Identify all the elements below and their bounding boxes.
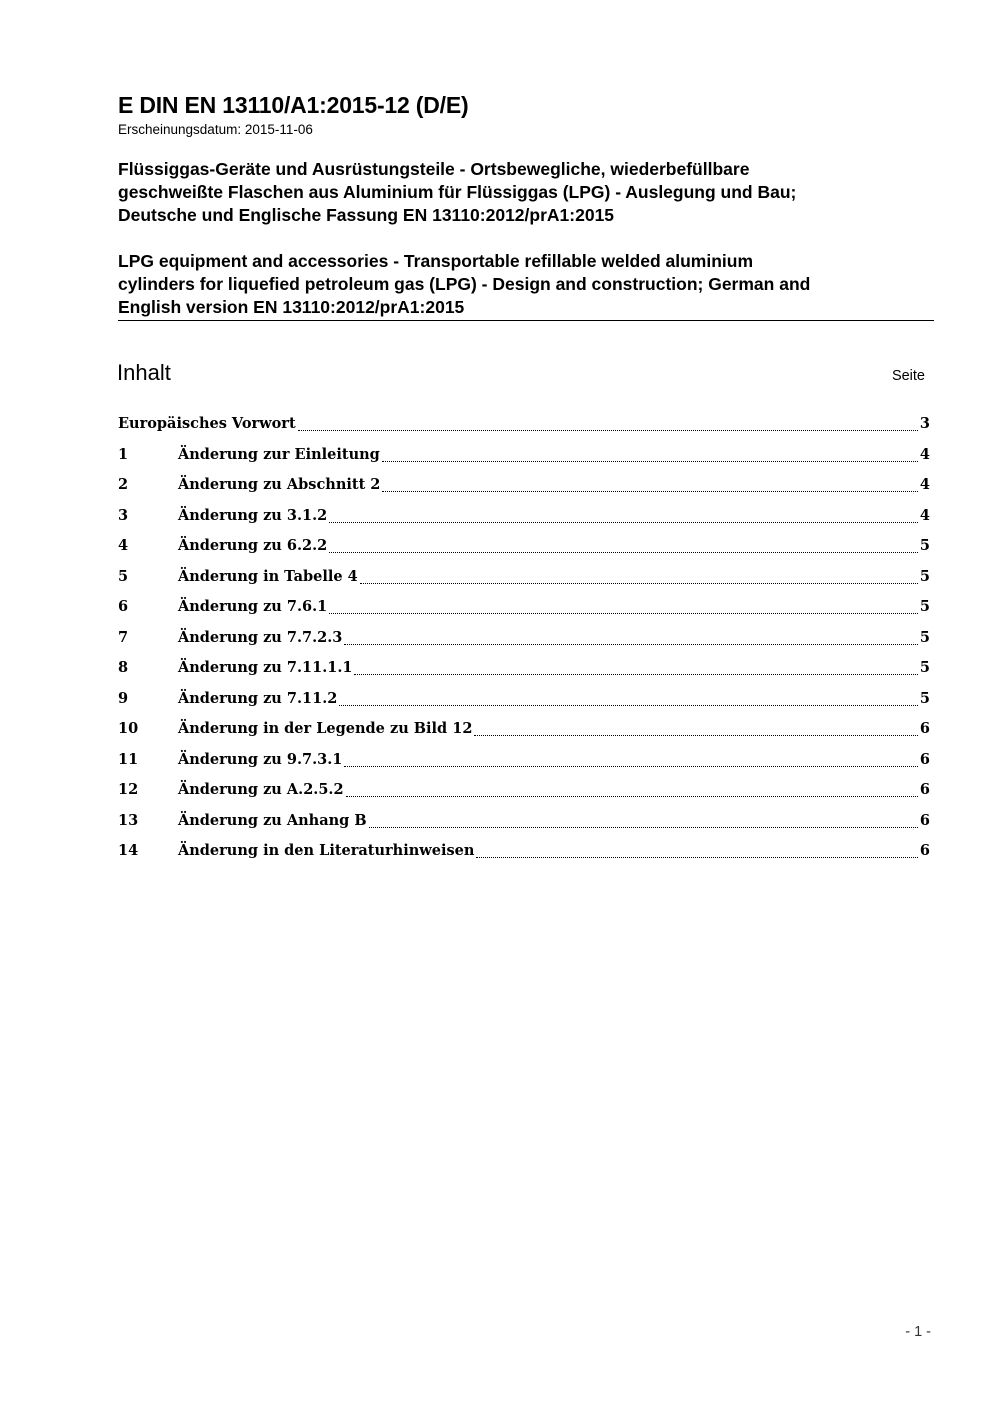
toc-dot-leader — [474, 735, 917, 736]
toc-dot-leader — [344, 766, 918, 767]
toc-entry-title: Änderung zu 6.2.2 — [178, 537, 328, 554]
toc-entry-page: 4 — [919, 506, 930, 524]
toc-dot-leader — [354, 674, 917, 675]
toc-dot-leader — [329, 552, 918, 553]
toc-entry[interactable] — [118, 659, 930, 690]
toc-entry-title: Änderung in der Legende zu Bild 12 — [178, 720, 473, 737]
toc-entry-number: 12 — [118, 781, 139, 798]
toc-entry-page: 4 — [919, 445, 930, 463]
toc-entry-title: Änderung zu 7.11.2 — [178, 689, 338, 707]
publication-date: Erscheinungsdatum: 2015-11-06 — [118, 122, 313, 137]
title-german-line: Flüssiggas-Geräte und Ausrüstungsteile - Ortsbewegliche, wiederbefüllbare — [118, 159, 750, 179]
toc-dot-leader — [382, 491, 918, 492]
title-english-line: English version EN 13110:2012/prA1:2015 — [118, 297, 465, 317]
toc-entry-title: Europäisches Vorwort — [118, 415, 296, 432]
toc-entry-title: Änderung zu A.2.5.2 — [178, 781, 344, 798]
toc-entry-title: Änderung zur Einleitung — [178, 445, 380, 463]
toc-entry[interactable] — [118, 842, 930, 873]
title-german — [118, 158, 934, 227]
toc-entry-number: 11 — [118, 750, 139, 768]
toc-page-column-label: Seite — [891, 368, 925, 384]
toc-entry-page: 5 — [919, 567, 930, 585]
title-english-line: LPG equipment and accessories - Transportable refillable welded aluminium — [118, 251, 754, 271]
title-english-line: cylinders for liquefied petroleum gas (LPG) - Design and construction; German and — [118, 274, 811, 294]
toc-entry[interactable] — [118, 415, 930, 446]
toc-entry-number: 8 — [118, 659, 129, 676]
toc-entry-page: 6 — [919, 720, 930, 737]
toc-entry-page: 5 — [919, 537, 930, 554]
toc-entry-page: 6 — [919, 750, 930, 768]
toc-dot-leader — [298, 430, 918, 431]
toc-dot-leader — [339, 705, 918, 706]
toc-dot-leader — [360, 583, 918, 584]
toc-entry-title: Änderung in den Literaturhinweisen — [178, 842, 475, 859]
toc-dot-leader — [329, 522, 918, 523]
toc-dot-leader — [344, 644, 918, 645]
toc-entry-number: 6 — [118, 598, 129, 615]
toc-entry-title: Änderung zu Anhang B — [178, 811, 367, 829]
toc-entry[interactable] — [118, 812, 930, 843]
toc-entry-page: 3 — [919, 415, 930, 432]
toc-entry-number: 2 — [118, 476, 129, 493]
toc-entry-title: Änderung zu Abschnitt 2 — [178, 476, 381, 493]
toc-entry-page: 6 — [919, 842, 930, 859]
toc-entry-number: 3 — [118, 506, 129, 524]
toc-entry-number: 7 — [118, 628, 129, 646]
toc-entry-page: 6 — [919, 811, 930, 829]
document-title: E DIN EN 13110/A1:2015-12 (D/E) — [118, 92, 469, 118]
toc-entry[interactable] — [118, 568, 930, 599]
toc-entry[interactable] — [118, 751, 930, 782]
toc-entry[interactable] — [118, 720, 930, 751]
toc-dot-leader — [382, 461, 918, 462]
toc-entry[interactable] — [118, 598, 930, 629]
table-of-contents — [118, 415, 930, 873]
toc-entry[interactable] — [118, 629, 930, 660]
toc-entry-page: 5 — [919, 628, 930, 646]
toc-dot-leader — [346, 796, 918, 797]
toc-entry-title: Änderung zu 3.1.2 — [178, 506, 328, 524]
toc-dot-leader — [329, 613, 918, 614]
toc-entry-title: Änderung zu 7.6.1 — [178, 598, 328, 615]
toc-entry-number: 1 — [118, 445, 129, 463]
toc-entry-number: 9 — [118, 689, 129, 707]
toc-entry-title: Änderung in Tabelle 4 — [178, 567, 358, 585]
toc-entry[interactable] — [118, 537, 930, 568]
toc-entry-page: 5 — [919, 659, 930, 676]
toc-entry-page: 5 — [919, 598, 930, 615]
toc-entry-title: Änderung zu 7.7.2.3 — [178, 628, 343, 646]
toc-entry-number: 13 — [118, 811, 139, 829]
page-number: - 1 - — [905, 1324, 931, 1340]
toc-entry-number: 5 — [118, 567, 129, 585]
title-english — [118, 250, 934, 319]
title-divider — [118, 320, 934, 321]
toc-entry[interactable] — [118, 781, 930, 812]
toc-entry-number: 10 — [118, 720, 139, 737]
title-german-line: geschweißte Flaschen aus Aluminium für Flüssiggas (LPG) - Auslegung und Bau; — [118, 182, 797, 202]
title-german-line: Deutsche und Englische Fassung EN 13110:2012/prA1:2015 — [118, 205, 615, 225]
toc-heading: Inhalt — [117, 360, 171, 385]
toc-entry-number: 4 — [118, 537, 129, 554]
toc-dot-leader — [369, 827, 918, 828]
toc-entry-page: 6 — [919, 781, 930, 798]
toc-entry-page: 4 — [919, 476, 930, 493]
toc-entry[interactable] — [118, 507, 930, 538]
toc-entry-page: 5 — [919, 689, 930, 707]
toc-entry[interactable] — [118, 476, 930, 507]
toc-dot-leader — [476, 857, 918, 858]
toc-entry[interactable] — [118, 446, 930, 477]
toc-entry-title: Änderung zu 7.11.1.1 — [178, 659, 353, 676]
toc-entry[interactable] — [118, 690, 930, 721]
toc-entry-title: Änderung zu 9.7.3.1 — [178, 750, 343, 768]
toc-entry-number: 14 — [118, 842, 139, 859]
